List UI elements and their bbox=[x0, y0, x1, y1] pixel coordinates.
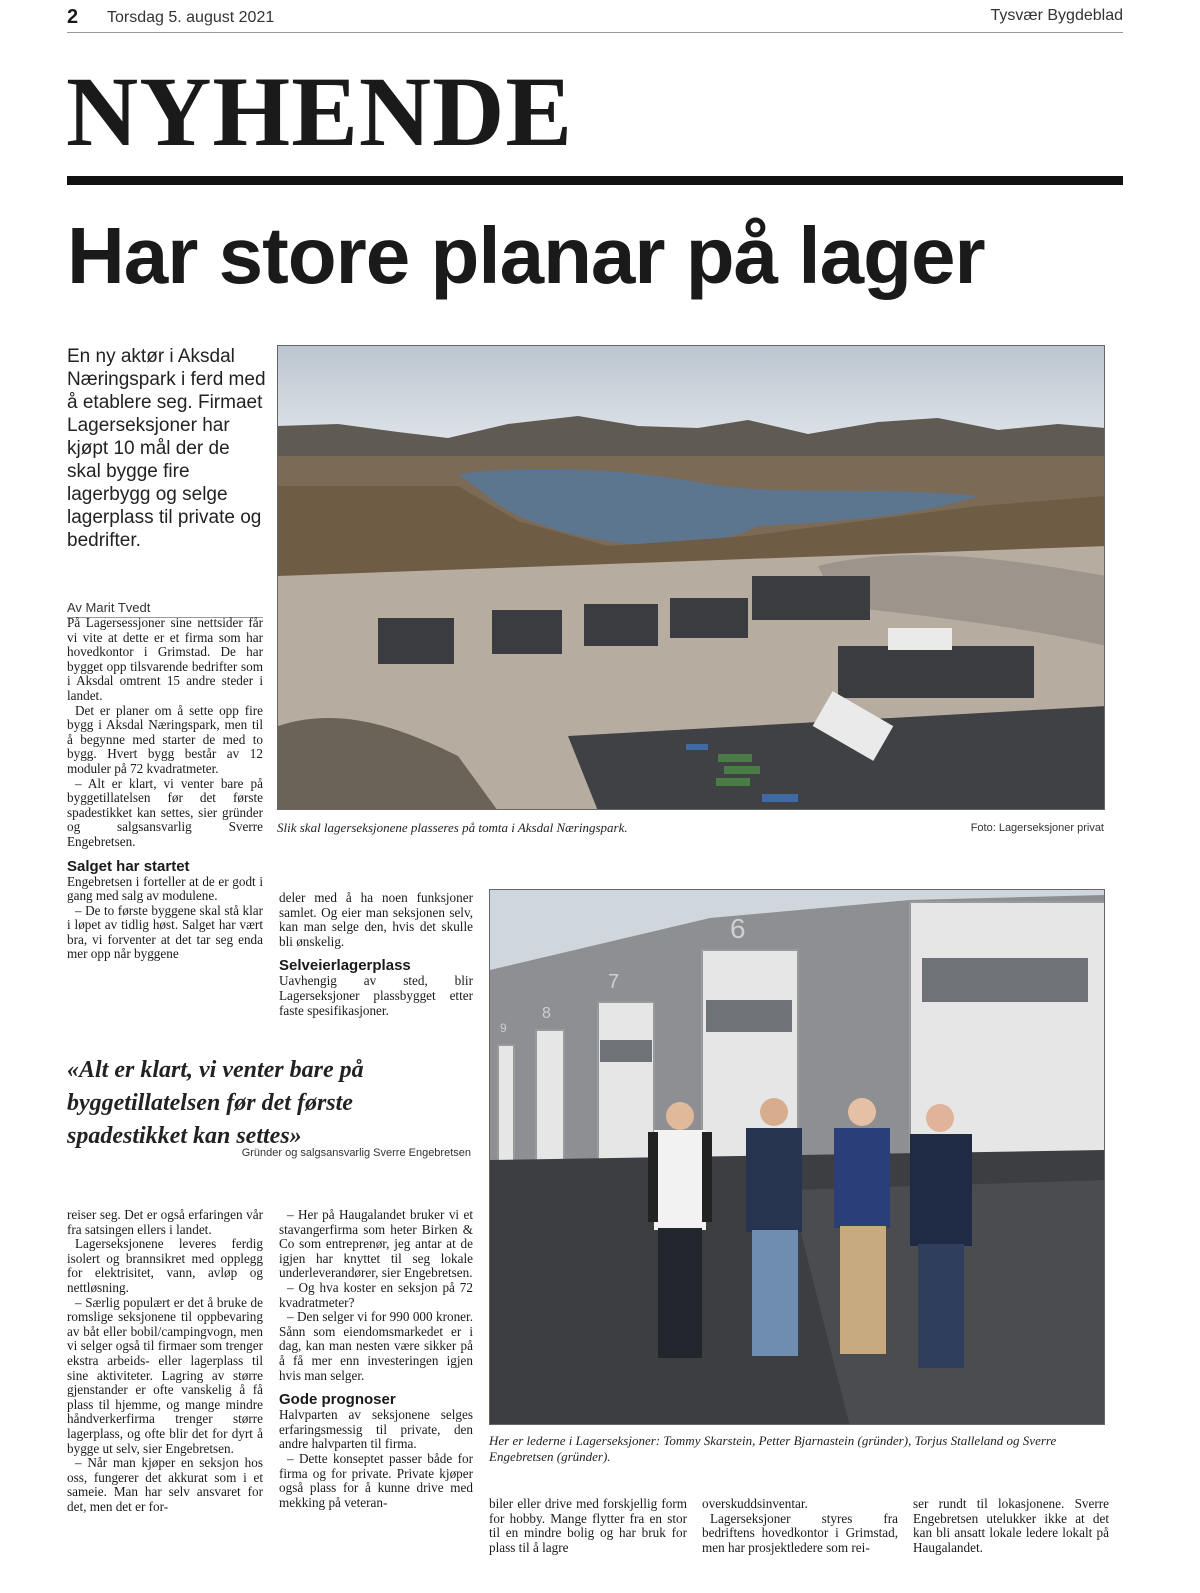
paragraph: Engebretsen i forteller at de er godt i gang med salg av modulene. bbox=[67, 873, 263, 904]
subheading: Selveierlagerplass bbox=[279, 957, 411, 975]
paragraph: Lagerseksjonene leveres ferdig isolert og brannsikret med opplegg for elektrisitet, vann, avløp og nettløsning. bbox=[67, 1236, 263, 1295]
paragraph: – Den selger vi for 990 000 kroner. Sånn som eiendomsmarkedet er i dag, kan man nesten være sikker på å få mer enn investeringen igjen hvis man selger. bbox=[279, 1309, 473, 1383]
article-headline: Har store planar på lager bbox=[67, 211, 985, 300]
photo-caption: Her er lederne i Lagerseksjoner: Tommy Skarstein, Petter Bjarnastein (gründer), Torjus Stalleland og Sverre Engebretsen (gründer). bbox=[489, 1433, 1057, 1464]
paragraph: Halvparten av seksjonene selges erfaringsmessig til private, den andre halvparten til firma. bbox=[279, 1407, 473, 1452]
paragraph: På Lagersessjoner sine nettsider får vi vite at dette er et firma som har hovedkontor i Grimstad. De har bygget opp tilsvarende bedrifter som i Aksdal omtrent 15 andre steder i landet. bbox=[67, 615, 263, 703]
door-number: 9 bbox=[500, 1021, 507, 1035]
page-number: 2 bbox=[67, 6, 79, 28]
photo-credit: Foto: Lagerseksjoner privat bbox=[970, 822, 1104, 834]
paragraph: reiser seg. Det er også erfaringen vår fra satsingen ellers i landet. bbox=[67, 1207, 263, 1237]
paragraph: – Særlig populært er det å bruke de romslige seksjonene til oppbevaring av båt eller bobil/campingvogn, men vi selger også til firmaer som trenger ekstra arbeids- eller lagerplass til sine aktiviteter. Lagring av større gjenstander er ofte vanskelig å få plass til hjemme, og mange mindre håndverkerfirma trenger større lagerplass, og ofte blir det for dyrt å bygge ut selv, sier Engebretsen. bbox=[67, 1294, 263, 1456]
body-column-3-bottom bbox=[489, 1497, 687, 1555]
paragraph: Lagerseksjoner styres fra bedriftens hovedkontor i Grimstad, men har prosjektledere som rei- bbox=[702, 1510, 898, 1555]
door-number: 8 bbox=[542, 1005, 551, 1022]
paragraph: – Når man kjøper en seksjon hos oss, fungerer det akkurat som i et sameie. Man har selv ansvaret for det, men det er for- bbox=[67, 1455, 263, 1514]
aerial-photo-illustration bbox=[278, 346, 1105, 810]
paragraph: Det er planer om å sette opp fire bygg i Aksdal Næringspark, men til å begynne med starter de med to bygg. Hvert bygg består av 12 moduler på 72 kvadratmeter. bbox=[67, 702, 263, 776]
subheading: Gode prognoser bbox=[279, 1391, 396, 1409]
section-title: NYHENDE bbox=[66, 56, 574, 167]
paragraph: ser rundt til lokasjonene. Sverre Engebretsen utelukker ikke at det kan bli ansatt lokale ledere lokalt på Haugalandet. bbox=[913, 1496, 1109, 1555]
leaders-photo bbox=[489, 889, 1105, 1425]
paragraph: – Og hva koster en seksjon på 72 kvadratmeter? bbox=[279, 1279, 473, 1310]
section-rule bbox=[67, 176, 1123, 185]
body-column-1-bottom bbox=[67, 1208, 263, 1514]
article-ingress: En ny aktør i Aksdal Næringspark i ferd med å etablere seg. Firmaet Lagerseksjoner har kjøpt 10 mål der de skal bygge fire lagerbygg og selge lagerplass til private og bedrifter. bbox=[67, 346, 266, 551]
leaders-photo-illustration bbox=[490, 890, 1105, 1425]
paragraph: – Dette konseptet passer både for firma og for private. Private kjøper også plass for å kunne drive med mekking på veteran- bbox=[279, 1450, 473, 1510]
body-column-2 bbox=[279, 891, 473, 1018]
paragraph: biler eller drive med forskjellig form for hobby. Mange flytter fra en stor til en mindre bolig og har bruk for plass til å lagre bbox=[489, 1496, 687, 1555]
pull-quote-source: Gründer og salgsansvarlig Sverre Engebretsen bbox=[241, 1147, 471, 1159]
paragraph: – Her på Haugalandet bruker vi et stavangerfirma som heter Birken & Co som entreprenør, jeg antar at de igjen har knyttet til seg lokale underleverandører, sier Engebretsen. bbox=[279, 1207, 473, 1281]
door-number: 6 bbox=[730, 913, 746, 944]
byline: Av Marit Tvedt bbox=[67, 600, 263, 618]
paragraph: deler med å ha noen funksjoner samlet. Og eier man seksjonen selv, kan man selge den, hvis det skulle bli ønskelig. bbox=[279, 890, 473, 949]
photo-caption: Slik skal lagerseksjonene plasseres på tomta i Aksdal Næringspark. bbox=[277, 820, 628, 835]
subheading: Salget har startet bbox=[67, 857, 190, 875]
issue-date: Torsdag 5. august 2021 bbox=[107, 9, 275, 26]
paragraph: overskuddsinventar. bbox=[702, 1496, 808, 1511]
body-column-5-bottom bbox=[913, 1497, 1109, 1555]
body-column-4-bottom bbox=[702, 1497, 898, 1555]
door-number: 7 bbox=[608, 971, 620, 993]
paragraph: – De to første byggene skal stå klar i løpet av tidlig høst. Salget har vært bra, vi forventer at det tar seg enda mer opp når byggene bbox=[67, 902, 263, 962]
body-column-2-bottom bbox=[279, 1208, 473, 1510]
body-column-1 bbox=[67, 616, 263, 962]
pull-quote: «Alt er klart, vi venter bare på byggetillatelsen før det første spadestikket kan settes» bbox=[67, 1057, 364, 1149]
aerial-photo bbox=[277, 345, 1105, 810]
paragraph: – Alt er klart, vi venter bare på byggetillatelsen før det første spadestikket kan settes, sier gründer og salgsansvarlig Sverre Engebretsen. bbox=[67, 775, 263, 849]
paragraph: Uavhengig av sted, blir Lagerseksjoner plassbygget etter faste spesifikasjoner. bbox=[279, 973, 473, 1018]
header-rule bbox=[67, 32, 1123, 33]
newspaper-name: Tysvær Bygdeblad bbox=[990, 7, 1123, 24]
